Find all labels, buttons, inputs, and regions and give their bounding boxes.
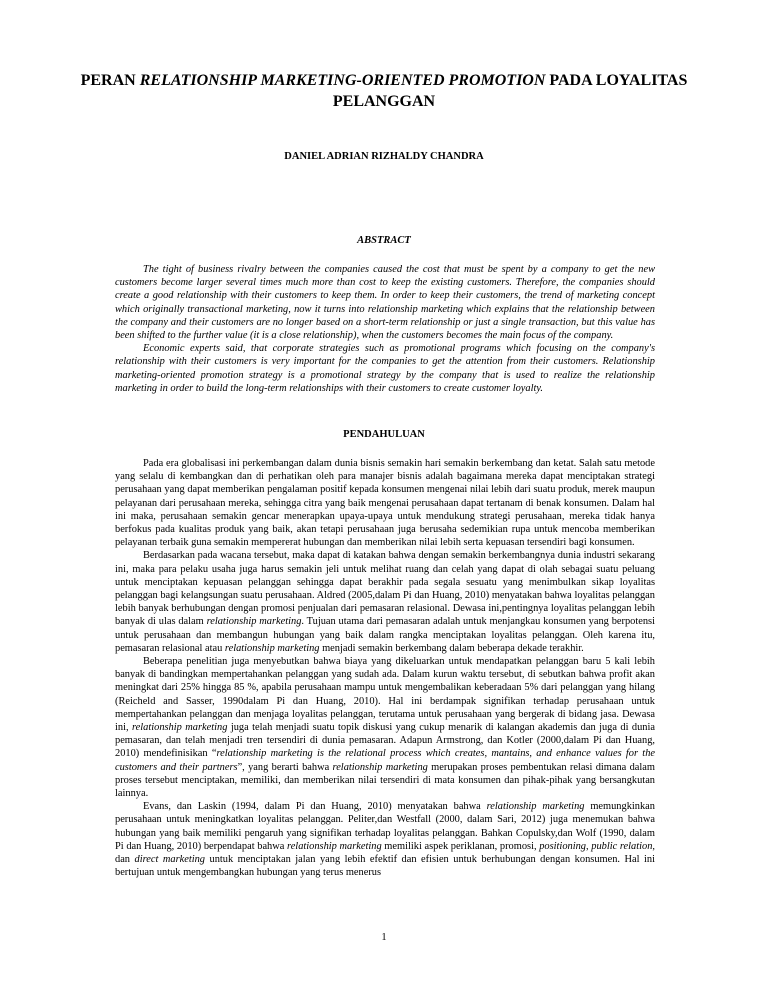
body-paragraph-4 bbox=[115, 800, 655, 879]
italic-term: direct marketing bbox=[134, 854, 205, 866]
italic-quote: relationship marketing is the relational process which creates, mantains, and enhance values for the customers and their partners bbox=[115, 748, 656, 773]
abstract-text bbox=[115, 263, 655, 395]
title-prefix: PERAN bbox=[80, 72, 140, 89]
text-run: Berdasarkan pada wacana tersebut, maka dapat di katakan bahwa dengan semakin berkembangnya dunia industri sekarang ini, maka para pelaku usaha juga harus semakin jeli untuk melihat ruang dan celah yang dapat di olah sebagai suatu peluang untuk menciptakan kepuasan pelanggan sehingga dapat berakhir pada segala sesuatu yang menimbulkan sikap loyalitas pelanggan bagi kelangsungan suatu perusahaan. Aldred (2005,dalam Pi dan Huang, 2010) menyatakan bahwa loyalitas pelanggan lebih banyak berhubungan dengan promosi penjualan dari pemasaran relasional. Dewasa ini,pentingnya loyalitas pelanggan lebih banyak di ulas dalam bbox=[115, 550, 655, 628]
text-run: , dan bbox=[115, 840, 656, 866]
italic-term: relationship marketing bbox=[132, 722, 228, 734]
italic-term: relationship marketing bbox=[206, 616, 302, 628]
text-run: memiliki aspek periklanan, promosi, bbox=[381, 840, 540, 852]
text-run: , bbox=[585, 840, 592, 852]
text-run: Beberapa penelitian juga menyebutkan bahwa biaya yang dikeluarkan untuk mendapatkan pelanggan baru 5 kali lebih banyak di bandingkan mempertahankan pelanggan yang sudah ada. Dalam kurun waktu tersebut, di sebutkan bahwa profit akan meningkat dari 25% hingga 85 %, apabila perusahaan mampu untuk mengembalikan keberadaan 5% dari pelanggan yang hilang (Reicheld and Sasser, 1990dalam Pi dan Huang, 2010). Hal ini berdampak signifikan terhadap perusahaan untuk mempertahankan pelanggan dan menjaga loyalitas pelanggan, terutama untuk perusahaan yang bergerak di bidang jasa. Dewasa ini, bbox=[115, 656, 655, 734]
italic-term: positioning bbox=[539, 840, 586, 852]
body-text bbox=[115, 457, 655, 880]
italic-term: public relation bbox=[591, 840, 653, 852]
title-suffix: PADA LOYALITAS PELANGGAN bbox=[332, 72, 688, 110]
text-run: merupakan proses pembentukan relasi dimana dalam proses tersebut menciptakan, memiliki, dan memberikan nilai tersendiri di mata konsumen dan pihak-pihak yang bersangkutan lainnya. bbox=[115, 761, 655, 800]
title-italic: RELATIONSHIP MARKETING-ORIENTED PROMOTION bbox=[139, 72, 546, 89]
author-name: DANIEL ADRIAN RIZHALDY CHANDRA bbox=[284, 151, 484, 162]
text-run: . Tujuan utama dari pemasaran adalah untuk menjangkau konsumen yang berpotensi untuk perusahaan dan membangun hubungan yang baik dalam rangka menciptakan loyalitas pelanggan. Oleh karena itu, pemasaran relasional atau bbox=[115, 616, 655, 654]
abstract-paragraph-1: The tight of business rivalry between the companies caused the cost that must be spent by a company to get the new customers become larger several times much more than cost to keep the existing customers. Therefore, the companies should create a good relationship with their customers to keep them. In order to keep their customers, the trend of marketing concept which originally transactional marketing, now it turns into relationship marketing which explains that the relationship between the company and their customers are no longer based on a short-term relationship or just a single transaction, but this value has been shifted to the further value (it is a close relationship), when the customers becomes the main focus of the company. bbox=[115, 264, 655, 342]
italic-term: relationship marketing bbox=[287, 840, 382, 852]
section-heading: PENDAHULUAN bbox=[343, 429, 425, 440]
body-paragraph-3 bbox=[115, 655, 655, 800]
body-paragraph-2 bbox=[115, 549, 655, 655]
abstract-heading: ABSTRACT bbox=[357, 235, 411, 246]
text-run: juga telah menjadi suatu topik diskusi yang cukup menarik di kalangan akademis dan juga di dunia pemasaran, dan telah menjadi tren tersendiri di dunia pemasaran. Adapun Armstrong, dan Kotler (2000,dalam Pi dan Huang, 2010) mendefinisikan “ bbox=[115, 722, 656, 760]
text-run: ”, yang berarti bahwa bbox=[237, 761, 333, 773]
italic-term: relationship marketing bbox=[224, 642, 320, 654]
text-run: untuk menciptakan jalan yang lebih efektif dan efisien untuk berhubungan dengan konsumen. Hal ini bertujuan untuk mengembangkan hubungan yang terus menerus bbox=[115, 854, 655, 879]
body-paragraph-1: Pada era globalisasi ini perkembangan dalam dunia bisnis semakin hari semakin berkembang dan ketat. Salah satu metode yang selalu di kembangkan dan di perhatikan oleh para manajer bisnis adalah bagaimana mereka dapat menciptakan strategi perusahaan yang dapat memberikan pengalaman positif kepada konsumen mengenai nilai lebih dari suatu produk, merek maupun pelayanan dari perusahaan mereka, sehingga citra yang baik mengenai perusahaan dapat tertanam di benak konsumen. Dalam hal ini maka, perusahaan semakin gencar menerapkan upaya-upaya untuk mendukung strategi perusahaan, mereka tidak hanya berfokus pada kualitas produk yang baik, akan tetapi perusahaan juga berusaha sedemikian rupa untuk mencoba memberikan pelayanan terbaik guna semakin mempererat hubungan dan memberikan nilai lebih serta kepuasan tersendiri bagi konsumen. bbox=[115, 458, 655, 549]
text-run: Evans, dan Laskin (1994, dalam Pi dan Huang, 2010) menyatakan bahwa bbox=[143, 801, 487, 813]
italic-term: relationship marketing bbox=[332, 761, 428, 773]
text-run: memungkinkan perusahaan untuk meningkatkan loyalitas pelanggan. Peliter,dan Westfall (2000, dalam Sari, 2012) juga menemukan bahwa hubungan yang baik memiliki pengaruh yang signifikan terhadap loyalitas pelanggan. Bahkan Copulsky,dan Wolf (1990, dalam Pi dan Huang, 2010) berpendapat bahwa bbox=[115, 801, 655, 852]
page-number: 1 bbox=[381, 932, 387, 943]
italic-term: relationship marketing bbox=[486, 801, 585, 813]
text-run: menjadi semakin berkembang dalam beberapa dekade terakhir. bbox=[319, 642, 584, 654]
paper-title bbox=[60, 70, 708, 112]
abstract-paragraph-2: Economic experts said, that corporate strategies such as promotional programs which focusing on the company's relationship with their customers is very important for the companies to get the attention from their customers. Relationship marketing-oriented promotion strategy is a promotional strategy by the company that is used to realize the relationship marketing in order to build the long-term relationships with their customers to create customer loyalty. bbox=[115, 343, 655, 394]
